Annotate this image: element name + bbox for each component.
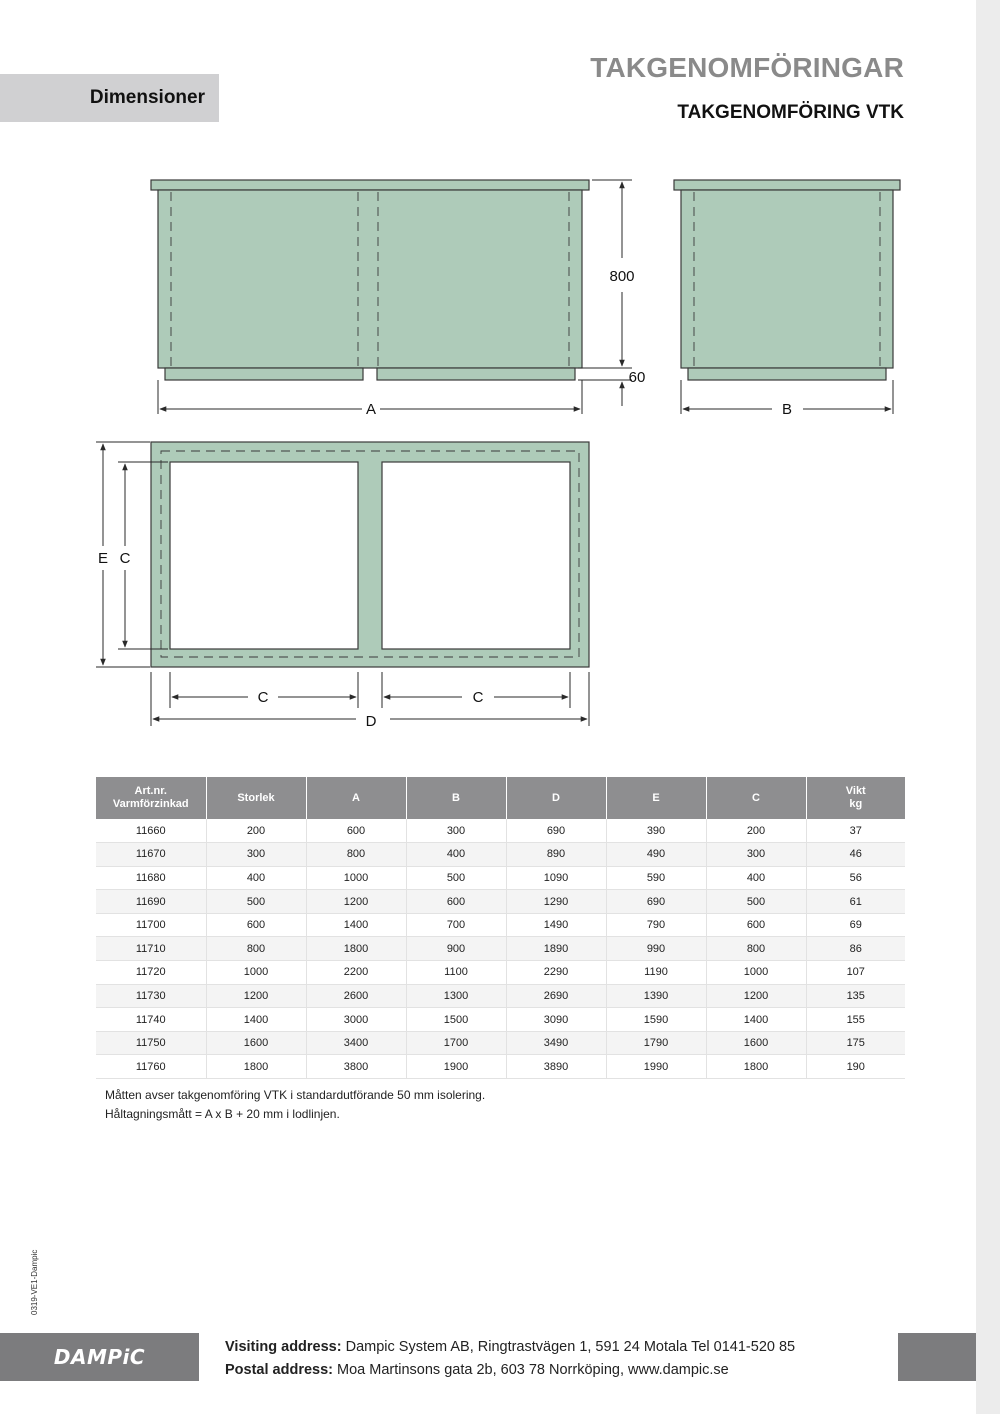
table-cell: 600 (306, 819, 406, 843)
dimension-table (96, 777, 905, 1079)
table-cell: 700 (406, 913, 506, 937)
dim-label-b: B (781, 401, 793, 418)
table-row (96, 1008, 905, 1032)
table-cell: 600 (206, 913, 306, 937)
table-cell: 1890 (506, 937, 606, 961)
table-cell: 11730 (96, 984, 206, 1008)
table-cell: 155 (806, 1008, 905, 1032)
table-cell: 800 (206, 937, 306, 961)
col-header-a: A (306, 777, 406, 819)
note-insulation: Måtten avser takgenomföring VTK i standardutförande 50 mm isolering. (105, 1088, 486, 1102)
table-cell: 11680 (96, 866, 206, 890)
table-cell: 1800 (706, 1055, 806, 1079)
table-cell: 1700 (406, 1031, 506, 1055)
table-cell: 2290 (506, 961, 606, 985)
table-cell: 400 (706, 866, 806, 890)
table-cell: 790 (606, 913, 706, 937)
table-cell: 190 (806, 1055, 905, 1079)
dim-label-e: E (97, 550, 109, 567)
table-cell: 46 (806, 843, 905, 867)
table-row (96, 961, 905, 985)
table-cell: 1000 (706, 961, 806, 985)
col-header-b: B (406, 777, 506, 819)
dim-label-c-vertical: C (119, 550, 131, 567)
visiting-address: Visiting address: Dampic System AB, Ringtrastvägen 1, 591 24 Motala Tel 0141-520 85 (225, 1339, 796, 1355)
table-cell: 500 (406, 866, 506, 890)
table-cell: 11750 (96, 1031, 206, 1055)
dim-label-c-right: C (472, 689, 484, 706)
table-cell: 1100 (406, 961, 506, 985)
front-view-top-flange (151, 180, 589, 190)
table-cell: 900 (406, 937, 506, 961)
side-view-body (681, 190, 893, 368)
page-title: TAKGENOMFÖRINGAR (590, 52, 904, 83)
col-header-artnr: Art.nr. Varmförzinkad (96, 777, 206, 819)
table-cell: 1400 (706, 1008, 806, 1032)
col-header-vikt: Vikt kg (806, 777, 905, 819)
table-cell: 300 (406, 819, 506, 843)
table-row (96, 843, 905, 867)
note-opening: Håltagningsmått = A x B + 20 mm i lodlinjen. (105, 1107, 340, 1121)
footer-logo-block (0, 1333, 199, 1381)
table-cell: 1790 (606, 1031, 706, 1055)
table-cell: 11700 (96, 913, 206, 937)
table-cell: 11670 (96, 843, 206, 867)
table-cell: 175 (806, 1031, 905, 1055)
table-cell: 500 (206, 890, 306, 914)
table-cell: 300 (706, 843, 806, 867)
table-cell: 11760 (96, 1055, 206, 1079)
table-cell: 890 (506, 843, 606, 867)
postal-address: Postal address: Moa Martinsons gata 2b, 603 78 Norrköping, www.dampic.se (225, 1362, 729, 1378)
table-cell: 1200 (306, 890, 406, 914)
table-cell: 990 (606, 937, 706, 961)
right-edge-strip (976, 0, 1000, 1414)
side-view-bottom-flange (688, 368, 886, 380)
table-row (96, 1055, 905, 1079)
plan-view-opening-right (382, 462, 570, 649)
table-cell: 1490 (506, 913, 606, 937)
table-cell: 1600 (206, 1031, 306, 1055)
table-cell: 1990 (606, 1055, 706, 1079)
footer-right-block (898, 1333, 976, 1381)
table-cell: 1400 (206, 1008, 306, 1032)
table-cell: 107 (806, 961, 905, 985)
table-cell: 1800 (206, 1055, 306, 1079)
table-cell: 800 (306, 843, 406, 867)
dim-label-d: D (365, 713, 377, 730)
dim-label-c-left: C (257, 689, 269, 706)
table-cell: 800 (706, 937, 806, 961)
table-body (96, 819, 905, 1079)
plan-view-opening-left (170, 462, 358, 649)
table-cell: 200 (706, 819, 806, 843)
notes (105, 1086, 485, 1124)
table-cell: 400 (406, 843, 506, 867)
table-cell: 1200 (206, 984, 306, 1008)
table-cell: 3490 (506, 1031, 606, 1055)
table-cell: 3090 (506, 1008, 606, 1032)
table-cell: 11710 (96, 937, 206, 961)
table-row (96, 819, 905, 843)
table-cell: 1190 (606, 961, 706, 985)
table-cell: 3890 (506, 1055, 606, 1079)
table-row (96, 937, 905, 961)
table-cell: 1600 (706, 1031, 806, 1055)
table-cell: 3400 (306, 1031, 406, 1055)
table-cell: 590 (606, 866, 706, 890)
table-cell: 1090 (506, 866, 606, 890)
page-subtitle: TAKGENOMFÖRING VTK (677, 102, 904, 123)
section-tab-label: Dimensioner (89, 87, 205, 108)
table-cell: 11660 (96, 819, 206, 843)
col-header-c: C (706, 777, 806, 819)
table-cell: 2200 (306, 961, 406, 985)
table-row (96, 984, 905, 1008)
front-view-bottom-flange-left (165, 368, 363, 380)
table-cell: 1300 (406, 984, 506, 1008)
table-cell: 1400 (306, 913, 406, 937)
table-cell: 135 (806, 984, 905, 1008)
table-cell: 3800 (306, 1055, 406, 1079)
col-header-e: E (606, 777, 706, 819)
front-view-body (158, 190, 582, 368)
table-cell: 1000 (206, 961, 306, 985)
table-cell: 1390 (606, 984, 706, 1008)
table-cell: 11740 (96, 1008, 206, 1032)
table-cell: 600 (706, 913, 806, 937)
table-cell: 1590 (606, 1008, 706, 1032)
dim-label-a: A (365, 401, 377, 418)
table-cell: 500 (706, 890, 806, 914)
table-row (96, 866, 905, 890)
table-cell: 2600 (306, 984, 406, 1008)
table-cell: 11690 (96, 890, 206, 914)
table-row (96, 890, 905, 914)
table-cell: 86 (806, 937, 905, 961)
table-cell: 1900 (406, 1055, 506, 1079)
table-cell: 600 (406, 890, 506, 914)
table-cell: 3000 (306, 1008, 406, 1032)
table-cell: 390 (606, 819, 706, 843)
dampic-logo: DAMPiC (53, 1345, 146, 1369)
footer-addresses (225, 1336, 795, 1382)
table-cell: 690 (606, 890, 706, 914)
col-header-d: D (506, 777, 606, 819)
dim-label-flange: 60 (628, 369, 646, 386)
table-cell: 1800 (306, 937, 406, 961)
table-cell: 56 (806, 866, 905, 890)
table-cell: 490 (606, 843, 706, 867)
table-cell: 690 (506, 819, 606, 843)
table-header-row (96, 777, 905, 819)
table-row (96, 913, 905, 937)
side-view-top-flange (674, 180, 900, 190)
table-cell: 300 (206, 843, 306, 867)
col-header-storlek: Storlek (206, 777, 306, 819)
table-cell: 200 (206, 819, 306, 843)
table-cell: 1290 (506, 890, 606, 914)
dimension-drawing (0, 160, 976, 760)
table-cell: 1500 (406, 1008, 506, 1032)
table-cell: 400 (206, 866, 306, 890)
table-cell: 37 (806, 819, 905, 843)
table-cell: 69 (806, 913, 905, 937)
table-row (96, 1031, 905, 1055)
table-cell: 1200 (706, 984, 806, 1008)
table-cell: 11720 (96, 961, 206, 985)
table-cell: 1000 (306, 866, 406, 890)
table-cell: 61 (806, 890, 905, 914)
table-cell: 2690 (506, 984, 606, 1008)
front-view-bottom-flange-right (377, 368, 575, 380)
document-code: 0319-VE1-Dampic (30, 1249, 39, 1315)
dim-label-height: 800 (609, 268, 635, 285)
section-tab (0, 74, 219, 122)
